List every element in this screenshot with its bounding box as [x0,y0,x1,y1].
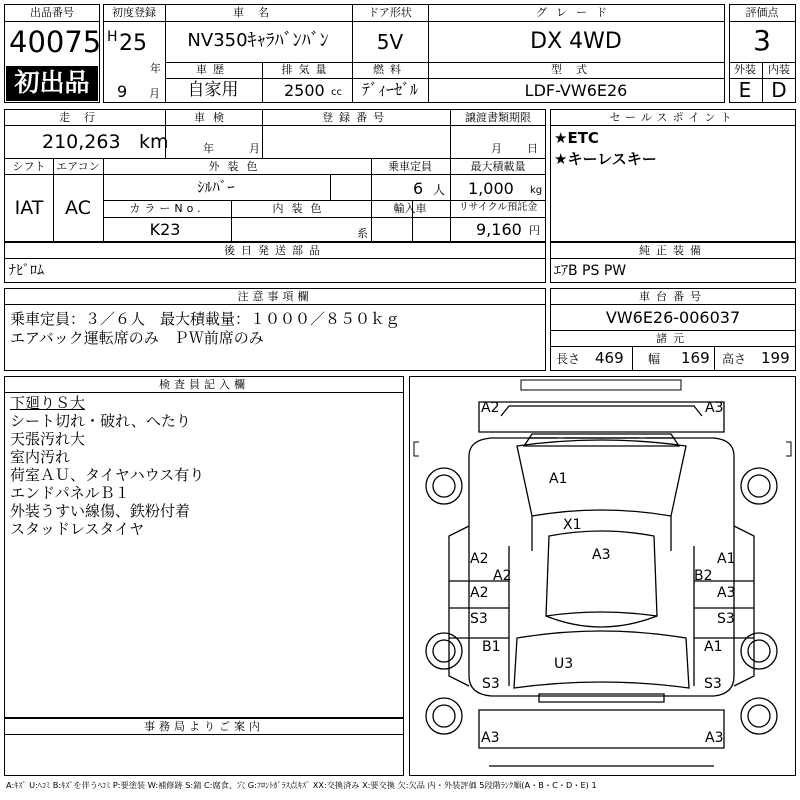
color-no-value: K23 [149,220,181,239]
damage-mark: A1 [704,639,723,655]
fuel-value: ﾃﾞｨｰｾﾞﾙ [361,80,419,99]
recycle-label: リサイクル預託金 [458,202,538,213]
score-label: 評価点 [745,6,779,19]
import-label: 輸入車 [393,202,427,215]
mileage-value: 210,263 [42,131,121,153]
inspector-line: スタッドレスタイヤ [10,520,145,538]
height-value: 199 [761,349,790,367]
chassis-label: 車台番号 [639,290,707,303]
inspector-line: 下廻りＳ大 [10,394,86,412]
notes-line: エアバック運転席のみ ＰＷ前席のみ [10,329,264,347]
max-load-label: 最大積載量 [470,160,526,173]
interior-label: 内装 [768,63,790,76]
color-no-label: カラーNo. [129,202,205,215]
inspector-line: 室内汚れ [10,448,71,466]
history-label: 車歴 [196,63,230,76]
damage-mark: A3 [717,585,736,601]
ext-color-value: ｼﾙﾊﾞｰ [197,178,235,196]
damage-mark: A3 [705,730,724,746]
ext-color-label: 外装色 [208,160,266,173]
damage-mark: U3 [554,656,574,672]
exterior-grade: E [738,78,752,102]
score-value: 3 [753,24,771,57]
sales-point-item: ★ETC [554,129,599,147]
length-value: 469 [595,349,624,367]
displacement-unit: cc [331,87,342,98]
transfer-month-unit: 月 [491,142,502,155]
displacement-value: 2500 [284,81,325,100]
width-label: 幅 [648,352,661,366]
chassis-value: VW6E26-006037 [605,308,741,327]
width-value: 169 [681,349,710,367]
inspector-line: シート切れ・破れ、へたり [10,412,191,430]
max-load-value: 1,000 [468,179,514,198]
mileage-unit: km [139,131,169,153]
damage-mark: A2 [493,568,512,584]
genuine-value: ｴｱB PS PW [554,263,627,279]
damage-mark: X1 [563,517,582,533]
damage-mark: S3 [704,676,722,692]
damage-mark: S3 [717,611,735,627]
year-value: 25 [119,31,147,56]
lot-label: 出品番号 [30,6,74,19]
car-diagram [409,376,796,776]
displacement-label: 排気量 [281,63,333,76]
shift-value: IAT [14,197,44,219]
damage-mark: S3 [470,611,488,627]
inspector-line: エンドパネルＢ１ [10,484,130,502]
shift-label: シフト [12,160,46,173]
genuine-label: 純正装備 [639,244,707,257]
legend-text: A:ｷｽﾞ U:ﾍｺﾐ B:ｷｽﾞを伴うﾍｺﾐ P:要塗装 W:補修跡 S:錆 C:腐食、穴 G:ﾌﾛﾝﾄｶﾞﾗｽ点ｷｽﾞ XX:交換済み X:要交換 欠:欠品 内・外装評価 5段階ﾗﾝｸ順(A・B・C・D・E) 1 [6,780,597,790]
capacity-value: 6 [413,179,424,198]
year-unit: 年 [150,62,161,75]
int-color-label: 内装色 [272,202,330,215]
int-color-unit: 系 [357,227,368,240]
vehicle-details-grid [4,109,546,242]
sales-point-item: ★キーレスキー [554,150,657,168]
office-label: 事務局よりご案内 [144,720,264,733]
mileage-label: 走行 [59,111,109,124]
era-letter: H [107,29,118,45]
fuel-label: 燃料 [373,63,407,76]
capacity-label: 乗車定員 [388,160,432,173]
sales-points-label: セールスポイント [609,111,737,124]
inspector-line: 荷室ＡＵ、タイヤハウス有り [10,466,205,484]
recycle-value: 9,160 [476,220,522,239]
damage-mark: B2 [694,568,713,584]
history-value: 自家用 [187,80,239,100]
inspection-year-unit: 年 [203,142,214,155]
model-code-label: 型式 [551,63,601,76]
inspector-line: 天張汚れ大 [10,430,86,448]
first-listing-text: 初出品 [14,68,90,97]
first-reg-label: 初度登録 [112,6,156,19]
transfer-day-unit: 日 [527,142,538,155]
height-label: 高さ [722,352,747,366]
model-code-value: LDF-VW6E26 [524,81,628,100]
inspection-month-unit: 月 [249,142,260,155]
damage-mark: A1 [549,471,568,487]
month-unit: 月 [149,87,160,100]
inspector-line: 外装うすい線傷、鉄粉付着 [10,502,191,520]
door-value: 5V [376,30,404,54]
grade-value: DX 4WD [530,29,622,54]
car-name-label: 車名 [233,6,283,19]
damage-mark: A3 [705,400,724,416]
notes-line: 乗車定員：３／６人 最大積載量：１０００／８５０ｋｇ [10,310,401,328]
grade-label: グレード [536,6,616,19]
door-label: ドア形状 [368,6,412,19]
damage-mark: A2 [470,551,489,567]
dims-label: 諸元 [656,332,690,345]
notes-label: 注意事項欄 [237,290,313,303]
damage-mark: A3 [592,547,611,563]
max-load-unit: kg [530,185,543,196]
length-label: 長さ [556,352,581,366]
capacity-unit: 人 [433,183,446,197]
plate-label: 登録番号 [322,111,390,124]
inspection-label: 車検 [194,111,232,124]
exterior-label: 外装 [734,63,756,76]
later-parts-value: ﾅﾋﾞﾛﾑ [9,263,44,279]
damage-mark: S3 [482,676,500,692]
lot-number: 40075 [9,25,102,59]
damage-mark: A2 [481,400,500,416]
damage-mark: A1 [717,551,736,567]
damage-mark: A3 [481,730,500,746]
transfer-label: 譲渡書類期限 [465,111,531,124]
car-name: NV350ｷｬﾗﾊﾞﾝﾊﾞﾝ [187,30,329,51]
aircon-label: エアコン [56,160,100,173]
inspector-label: 検査員記入欄 [159,378,249,391]
aircon-value: AC [65,197,91,219]
recycle-unit: 円 [529,224,540,237]
interior-grade: D [771,78,787,102]
later-parts-label: 後日発送部品 [224,244,326,257]
damage-mark: A2 [470,585,489,601]
damage-mark: B1 [482,639,501,655]
month-value: 9 [117,82,128,101]
